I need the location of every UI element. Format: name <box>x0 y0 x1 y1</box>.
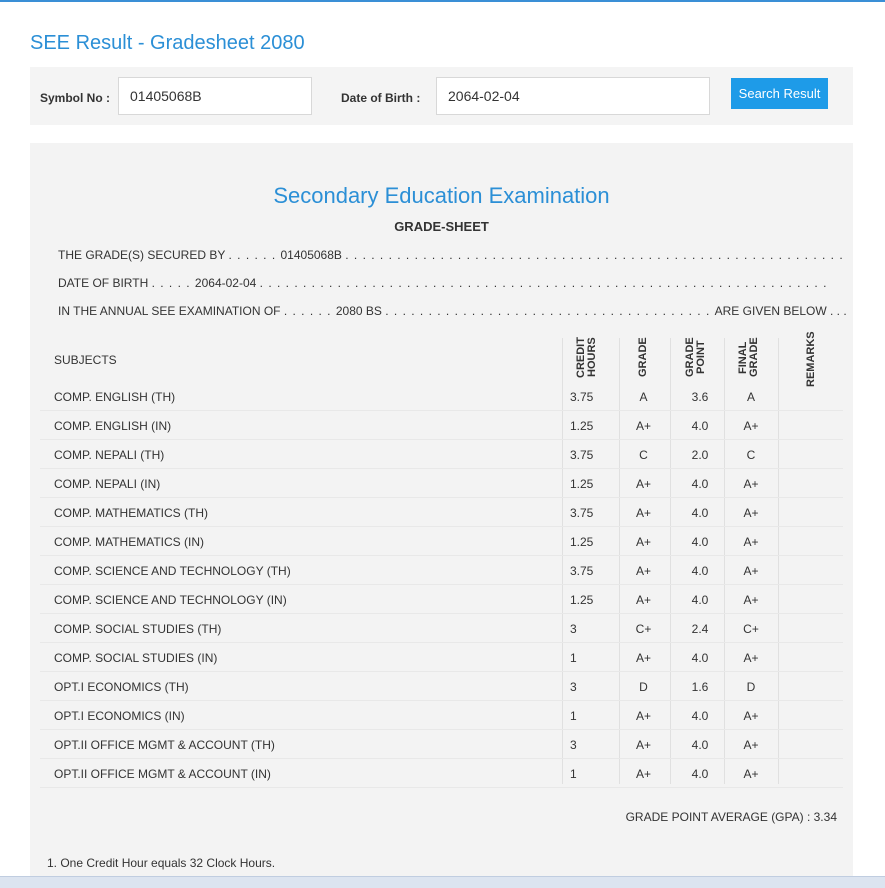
subject-cell: COMP. SCIENCE AND TECHNOLOGY (IN) <box>54 593 287 607</box>
subject-cell: OPT.I ECONOMICS (IN) <box>54 709 185 723</box>
page-title: SEE Result - Gradesheet 2080 <box>30 32 305 54</box>
table-row <box>40 498 843 527</box>
grade-cell: A+ <box>635 506 651 520</box>
dob-line: DATE OF BIRTH . . . . . 2064-02-04 . . . . . . . . . . . . . . . . . . . . . . . . . . . . . . . . . . . . . . . . . . . . . . . . . . . . . . . . . . . . . . . . . . <box>58 276 828 290</box>
exam-line-label: IN THE ANNUAL SEE EXAMINATION OF <box>58 304 281 318</box>
subject-cell: COMP. SOCIAL STUDIES (IN) <box>54 651 218 665</box>
grade-cell: A <box>639 390 648 404</box>
final-grade-cell: D <box>746 680 756 694</box>
credit-hour-note: 1. One Credit Hour equals 32 Clock Hours. <box>47 856 276 870</box>
table-row <box>40 672 843 701</box>
credit-hours-cell: 3.75 <box>570 448 594 462</box>
credit-hours-cell: 3.75 <box>570 390 594 404</box>
final-grade-cell: A+ <box>743 419 759 433</box>
subject-cell: COMP. ENGLISH (TH) <box>54 390 176 404</box>
grade-point-cell: 4.0 <box>691 535 709 549</box>
subject-cell: COMP. SOCIAL STUDIES (TH) <box>54 622 222 636</box>
dob-input[interactable] <box>436 77 710 115</box>
grade-point-cell: 3.6 <box>691 390 709 404</box>
credit-hours-cell: 3 <box>570 680 577 694</box>
credit-hours-cell: 1.25 <box>570 477 594 491</box>
credit-hours-cell: 1 <box>570 767 577 781</box>
dob-line-value: 2064-02-04 <box>194 276 257 290</box>
grade-point-cell: 1.6 <box>691 680 709 694</box>
credit-hours-cell: 1.25 <box>570 593 594 607</box>
grade-cell: A+ <box>635 593 651 607</box>
subject-cell: COMP. ENGLISH (IN) <box>54 419 172 433</box>
grade-point-cell: 4.0 <box>691 593 709 607</box>
gpa-line: GRADE POINT AVERAGE (GPA) : 3.34 <box>625 810 837 824</box>
credit-hours-cell: 3 <box>570 738 577 752</box>
credit-hours-cell: 3 <box>570 622 577 636</box>
table-row <box>40 411 843 440</box>
table-row <box>40 614 843 643</box>
symbol-no-label: Symbol No : <box>40 91 111 105</box>
grade-point-cell: 4.0 <box>691 506 709 520</box>
grade-point-cell: 4.0 <box>691 767 709 781</box>
subjects-header: SUBJECTS <box>54 353 117 367</box>
search-result-button[interactable]: Search Result <box>731 78 828 109</box>
table-row <box>40 759 843 788</box>
subject-cell: COMP. NEPALI (IN) <box>54 477 161 491</box>
table-header <box>40 331 843 387</box>
table-row <box>40 469 843 498</box>
grade-point-cell: 2.0 <box>691 448 709 462</box>
final-grade-cell: A+ <box>743 535 759 549</box>
secured-by-line: THE GRADE(S) SECURED BY . . . . . . 01405068B . . . . . . . . . . . . . . . . . . . . . . . . . . . . . . . . . . . . . . . . . . . . . . . . . . . . . . . . . . <box>58 248 844 262</box>
final-grade-cell: C+ <box>743 622 759 636</box>
grade-cell: C <box>639 448 648 462</box>
grade-cell: D <box>639 680 648 694</box>
grade-point-cell: 4.0 <box>691 419 709 433</box>
grade-header: GRADE <box>637 337 649 378</box>
exam-line-value: 2080 BS <box>335 304 382 318</box>
table-row <box>40 701 843 730</box>
exam-line-suffix: ARE GIVEN BELOW . . . <box>714 304 847 318</box>
grade-point-header: GRADE POINT <box>684 337 707 378</box>
final-grade-cell: A+ <box>743 477 759 491</box>
table-row <box>40 440 843 469</box>
table-row <box>40 382 843 411</box>
final-grade-cell: A+ <box>743 564 759 578</box>
grade-cell: A+ <box>635 767 651 781</box>
subject-cell: COMP. MATHEMATICS (IN) <box>54 535 204 549</box>
credit-hours-cell: 3.75 <box>570 506 594 520</box>
subject-cell: OPT.II OFFICE MGMT & ACCOUNT (TH) <box>54 738 275 752</box>
grade-cell: A+ <box>635 535 651 549</box>
search-form <box>30 67 853 125</box>
subject-cell: COMP. NEPALI (TH) <box>54 448 165 462</box>
dob-line-label: DATE OF BIRTH <box>58 276 149 290</box>
secured-by-value: 01405068B <box>280 248 342 262</box>
final-grade-cell: A+ <box>743 651 759 665</box>
table-row <box>40 643 843 672</box>
table-row <box>40 585 843 614</box>
grade-point-cell: 4.0 <box>691 738 709 752</box>
grade-cell: A+ <box>635 709 651 723</box>
table-row <box>40 527 843 556</box>
secured-by-label: THE GRADE(S) SECURED BY <box>58 248 226 262</box>
final-grade-cell: A+ <box>743 506 759 520</box>
credit-hours-cell: 1.25 <box>570 419 594 433</box>
final-grade-cell: C <box>746 448 756 462</box>
exam-title: Secondary Education Examination <box>273 183 610 208</box>
table-row <box>40 556 843 585</box>
credit-hours-cell: 1 <box>570 709 577 723</box>
subject-cell: COMP. SCIENCE AND TECHNOLOGY (TH) <box>54 564 291 578</box>
final-grade-header: FINAL GRADE <box>737 337 760 378</box>
credit-hours-header: CREDIT HOURS <box>575 337 598 378</box>
final-grade-cell: A+ <box>743 593 759 607</box>
final-grade-cell: A <box>746 390 755 404</box>
credit-hours-cell: 1 <box>570 651 577 665</box>
final-grade-cell: A+ <box>743 738 759 752</box>
table-row <box>40 730 843 759</box>
grade-point-cell: 4.0 <box>691 477 709 491</box>
grade-point-cell: 4.0 <box>691 651 709 665</box>
grade-point-cell: 4.0 <box>691 564 709 578</box>
grade-point-cell: 2.4 <box>691 622 709 636</box>
exam-line: IN THE ANNUAL SEE EXAMINATION OF . . . . . . 2080 BS . . . . . . . . . . . . . . . . . . . . . . . . . . . . . . . . . . . . . . ARE GIVEN BELOW . . . <box>58 304 847 318</box>
subject-cell: COMP. MATHEMATICS (TH) <box>54 506 208 520</box>
final-grade-cell: A+ <box>743 767 759 781</box>
bottom-scroll-strip <box>0 876 885 888</box>
grade-cell: A+ <box>635 738 651 752</box>
dob-label: Date of Birth : <box>341 91 421 105</box>
grade-sheet-panel <box>30 143 853 888</box>
remarks-header: REMARKS <box>805 331 817 387</box>
grade-sheet-subtitle: GRADE-SHEET <box>394 219 489 234</box>
subject-cell: OPT.II OFFICE MGMT & ACCOUNT (IN) <box>54 767 271 781</box>
grade-cell: A+ <box>635 564 651 578</box>
grade-cell: A+ <box>635 651 651 665</box>
final-grade-cell: A+ <box>743 709 759 723</box>
grade-cell: A+ <box>635 477 651 491</box>
symbol-no-input[interactable] <box>118 77 312 115</box>
grade-point-cell: 4.0 <box>691 709 709 723</box>
credit-hours-cell: 3.75 <box>570 564 594 578</box>
grade-cell: A+ <box>635 419 651 433</box>
subject-cell: OPT.I ECONOMICS (TH) <box>54 680 189 694</box>
grade-cell: C+ <box>635 622 652 636</box>
top-accent-rule <box>0 0 885 2</box>
credit-hours-cell: 1.25 <box>570 535 594 549</box>
